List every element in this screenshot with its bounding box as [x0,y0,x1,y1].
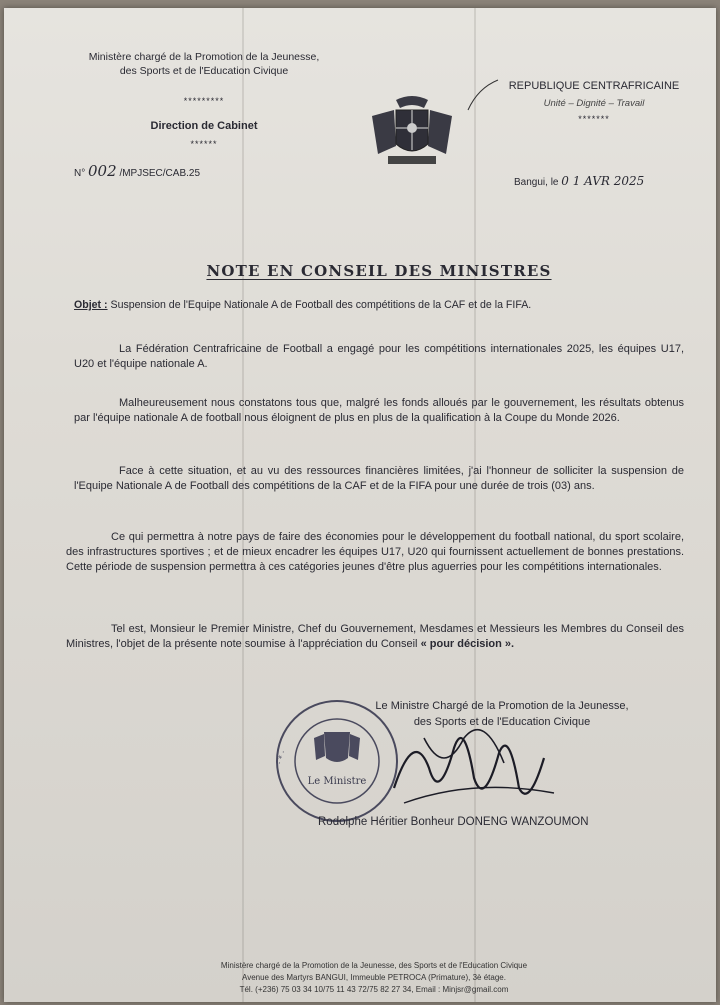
paragraph: La Fédération Centrafricaine de Football a engagé pour les compétitions internationales 2025, les équipes U17, U20 et l'équipe nationale A. [74,343,684,370]
svg-text:· * ·: · * · [274,749,289,766]
signatory-title-line2: des Sports et de l'Education Civique [413,716,591,728]
paper-fold [474,8,476,1002]
signatory-title-line1: Le Ministre Chargé de la Promotion de la Jeunesse, [375,700,629,712]
header-stars: ****** [190,139,218,149]
ref-prefix: N° [74,168,86,179]
closing-text: Tel est, Monsieur le Premier Ministre, Chef du Gouvernement, Mesdames et Messieurs les Membres du Conseil des Ministres, l'objet de la présente note soumise à l'appréciation du Conseil [66,623,684,650]
coat-of-arms [366,94,458,179]
paragraph: Ce qui permettra à notre pays de faire des économies pour le développement du football national, du sport scolaire, des infrastructures sportives ; et de mieux encadrer les équipes U17, U20 qui fournissent actuellement de bonnes prestations. Cette période de suspension permettra à ces catégories jeunes d'être plus aguerries pour les compétitions internationales. [66,531,684,573]
paragraph: Face à cette situation, et au vu des ressources financières limitées, j'ai l'honneur de solliciter la suspension de l'Equipe Nationale A de Football des compétitions de la CAF et de la FIFA pour une durée de trois (03) ans. [74,465,684,492]
date-handwritten: 0 1 AVR 2025 [561,174,645,188]
footer [94,960,654,996]
ref-handwritten: 002 [88,162,117,180]
signatory-name: Rodolphe Héritier Bonheur DONENG WANZOUMON [318,816,589,828]
decision-text: « pour décision ». [420,638,515,650]
header-stars: ******* [578,114,610,124]
document-page [4,8,716,1002]
directorate: Direction de Cabinet [150,120,258,132]
closing-paragraph [66,622,684,652]
motto: Unité – Dignité – Travail [543,98,645,109]
header-stars: ********* [183,96,225,106]
handwritten-signature [384,708,564,823]
ref-suffix: /MPJSEC/CAB.25 [119,168,201,179]
reference-number [74,162,274,180]
ministry-line2: des Sports et de l'Education Civique [119,65,289,77]
republic-name: REPUBLIQUE CENTRAFRICAINE [508,80,680,92]
date-prefix: Bangui, le [514,177,559,188]
paragraph: Malheureusement nous constatons tous que, malgré les fonds alloués par le gouvernement, les résultats obtenus par l'équipe nationale A de football nous éloignent de plus en plus de la qualification à la Coupe du Monde 2026. [74,397,684,424]
object-line [74,298,684,313]
footer-line1: Ministère chargé de la Promotion de la Jeunesse, des Sports et de l'Education Civique [220,961,528,970]
object-label: Objet : [74,299,108,311]
paper-fold [242,8,244,1002]
document-title: NOTE EN CONSEIL DES MINISTRES [206,262,552,280]
document-date [514,174,714,188]
stamp-label: Le Ministre [307,776,367,787]
ministry-line1: Ministère chargé de la Promotion de la Jeunesse, [88,51,320,63]
object-text: Suspension de l'Equipe Nationale A de Football des compétitions de la CAF et de la FIFA. [110,299,532,311]
footer-line2: Avenue des Martyrs BANGUI, Immeuble PETROCA (Primature), 3è étage. [242,973,506,982]
official-stamp [272,696,402,826]
footer-line3: Tél. (+236) 75 03 34 10/75 11 43 72/75 82 27 34, Email : Minjsr@gmail.com [239,985,509,994]
ministry-header [44,50,364,78]
